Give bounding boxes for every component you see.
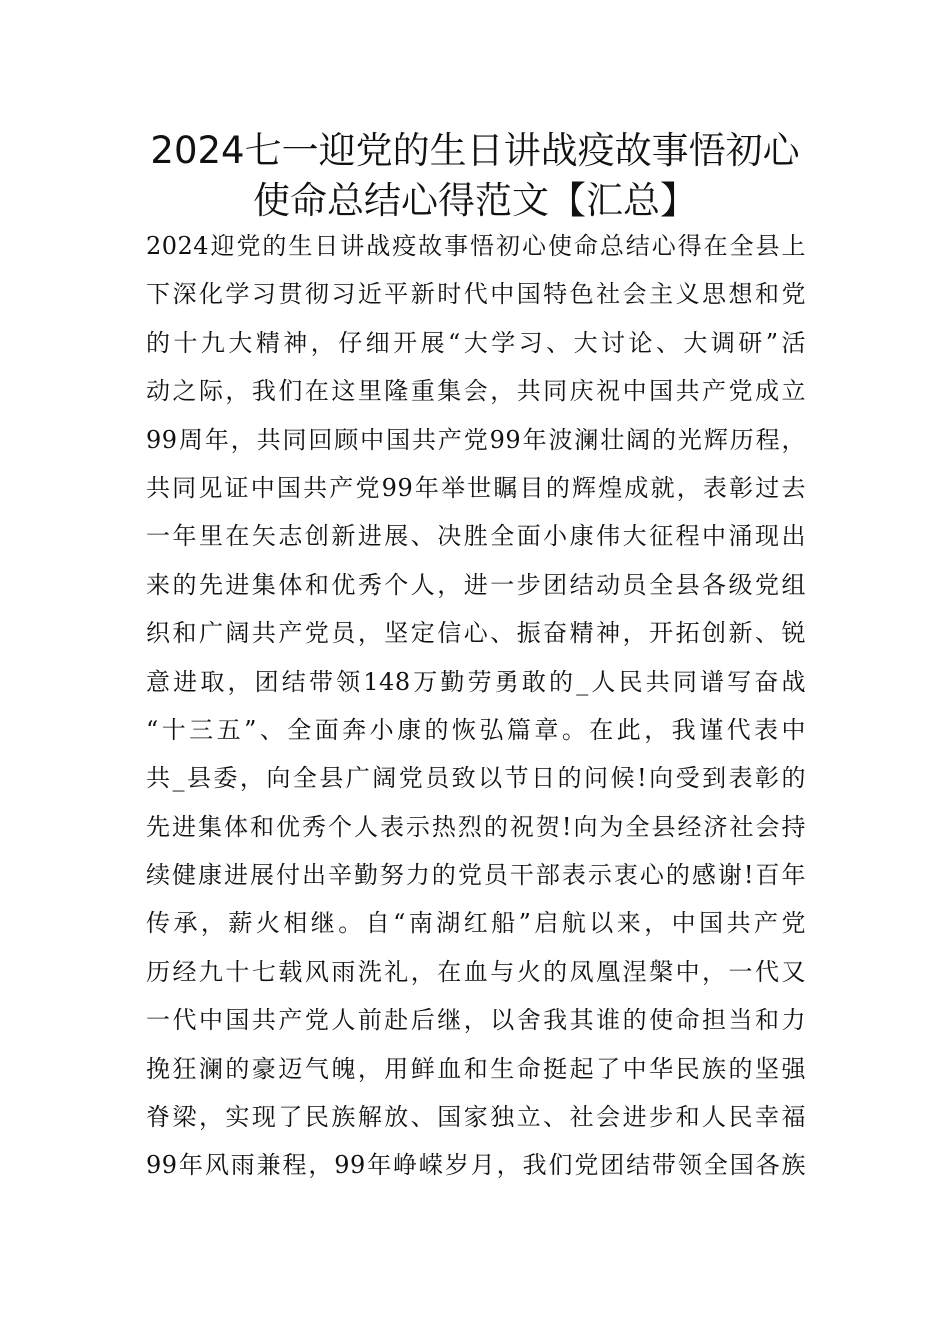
document-body — [146, 222, 806, 1190]
body-line: 99年风雨兼程，99年峥嵘岁月，我们党团结带领全国各族 — [146, 1151, 806, 1180]
body-line: 续健康进展付出辛勤努力的党员干部表示衷心的感谢!百年 — [146, 861, 806, 890]
body-line: 脊梁，实现了民族解放、国家独立、社会进步和人民幸福 — [146, 1103, 806, 1132]
body-line: 一代中国共产党人前赴后继，以舍我其谁的使命担当和力 — [146, 1006, 806, 1035]
title-line-2: 使命总结心得范文【汇总】 — [253, 179, 697, 222]
body-line: 共_县委，向全县广阔党员致以节日的问候!向受到表彰的 — [146, 764, 806, 793]
title-line-1: 2024七一迎党的生日讲战疫故事悟初心 — [150, 129, 800, 172]
body-line: 一年里在矢志创新进展、决胜全面小康伟大征程中涌现出 — [146, 522, 806, 551]
body-line: 2024迎党的生日讲战疫故事悟初心使命总结心得在全县上 — [146, 232, 806, 260]
body-line: 织和广阔共产党员，坚定信心、振奋精神，开拓创新、锐 — [146, 619, 806, 648]
body-line: 历经九十七载风雨洗礼，在血与火的凤凰涅槃中，一代又 — [146, 957, 806, 986]
body-line: 挽狂澜的豪迈气魄，用鲜血和生命挺起了中华民族的坚强 — [146, 1054, 806, 1083]
document-title — [100, 126, 850, 226]
body-line: “十三五”、全面奔小康的恢弘篇章。在此，我谨代表中 — [146, 715, 806, 744]
body-line: 先进集体和优秀个人表示热烈的祝贺!向为全县经济社会持 — [146, 812, 806, 841]
body-line: 传承，薪火相继。自“南湖红船”启航以来，中国共产党 — [146, 909, 806, 938]
body-line: 的十九大精神，仔细开展“大学习、大讨论、大调研”活 — [146, 328, 806, 357]
body-line: 意进取，团结带领148万勤劳勇敢的_人民共同谱写奋战 — [146, 667, 806, 696]
body-line: 来的先进集体和优秀个人，进一步团结动员全县各级党组 — [146, 570, 806, 599]
body-line: 动之际，我们在这里隆重集会，共同庆祝中国共产党成立 — [146, 377, 806, 406]
body-line: 99周年，共同回顾中国共产党99年波澜壮阔的光辉历程， — [146, 425, 806, 454]
body-line: 共同见证中国共产党99年举世瞩目的辉煌成就，表彰过去 — [146, 473, 806, 502]
body-line: 下深化学习贯彻习近平新时代中国特色社会主义思想和党 — [146, 280, 806, 309]
